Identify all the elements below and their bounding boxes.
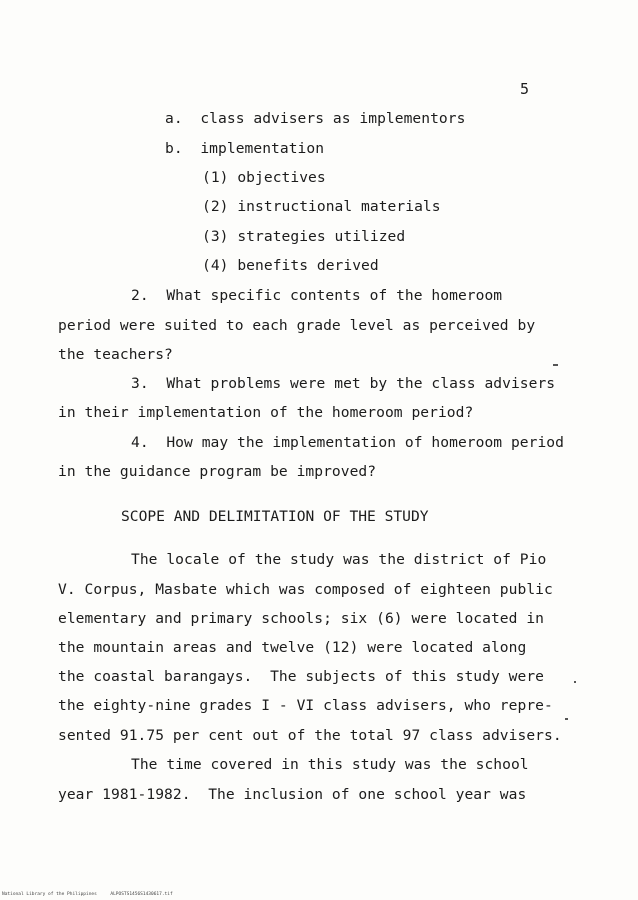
section-heading: SCOPE AND DELIMITATION OF THE STUDY <box>121 508 429 525</box>
page-number: 5 <box>520 80 530 98</box>
scan-speck <box>574 681 576 683</box>
scope-paragraph-line-7: sented 91.75 per cent out of the total 97 class advisers. <box>58 727 562 744</box>
question-2-line-3: the teachers? <box>58 346 173 363</box>
time-paragraph-line-1: The time covered in this study was the school <box>131 756 529 773</box>
outline-item-a: a. class advisers as implementors <box>165 110 466 127</box>
scan-speck <box>553 364 558 366</box>
scope-paragraph-line-3: elementary and primary schools; six (6) were located in <box>58 610 544 627</box>
scan-footer: National Library of the Philippines ALPOSTS1456S1430617.tif <box>2 892 173 897</box>
scan-speck <box>565 718 568 720</box>
outline-subitem-3: (3) strategies utilized <box>202 228 406 245</box>
scope-paragraph-line-4: the mountain areas and twelve (12) were located along <box>58 639 527 656</box>
outline-subitem-1: (1) objectives <box>202 169 326 186</box>
time-paragraph-line-2: year 1981-1982. The inclusion of one school year was <box>58 786 527 803</box>
question-3-line-1: 3. What problems were met by the class advisers <box>131 375 556 392</box>
question-2-line-2: period were suited to each grade level as perceived by <box>58 317 536 334</box>
outline-subitem-4: (4) benefits derived <box>202 257 379 274</box>
scope-paragraph-line-1: The locale of the study was the district of Pio <box>131 551 547 568</box>
scope-paragraph-line-6: the eighty-nine grades I - VI class advisers, who repre- <box>58 697 553 714</box>
question-2-line-1: 2. What specific contents of the homeroom <box>131 287 503 304</box>
question-3-line-2: in their implementation of the homeroom period? <box>58 404 474 421</box>
outline-item-b: b. implementation <box>165 140 325 157</box>
question-4-line-2: in the guidance program be improved? <box>58 463 377 480</box>
scope-paragraph-line-5: the coastal barangays. The subjects of this study were <box>58 668 544 685</box>
scope-paragraph-line-2: V. Corpus, Masbate which was composed of eighteen public <box>58 581 553 598</box>
question-4-line-1: 4. How may the implementation of homeroom period <box>131 434 564 451</box>
outline-subitem-2: (2) instructional materials <box>202 198 441 215</box>
